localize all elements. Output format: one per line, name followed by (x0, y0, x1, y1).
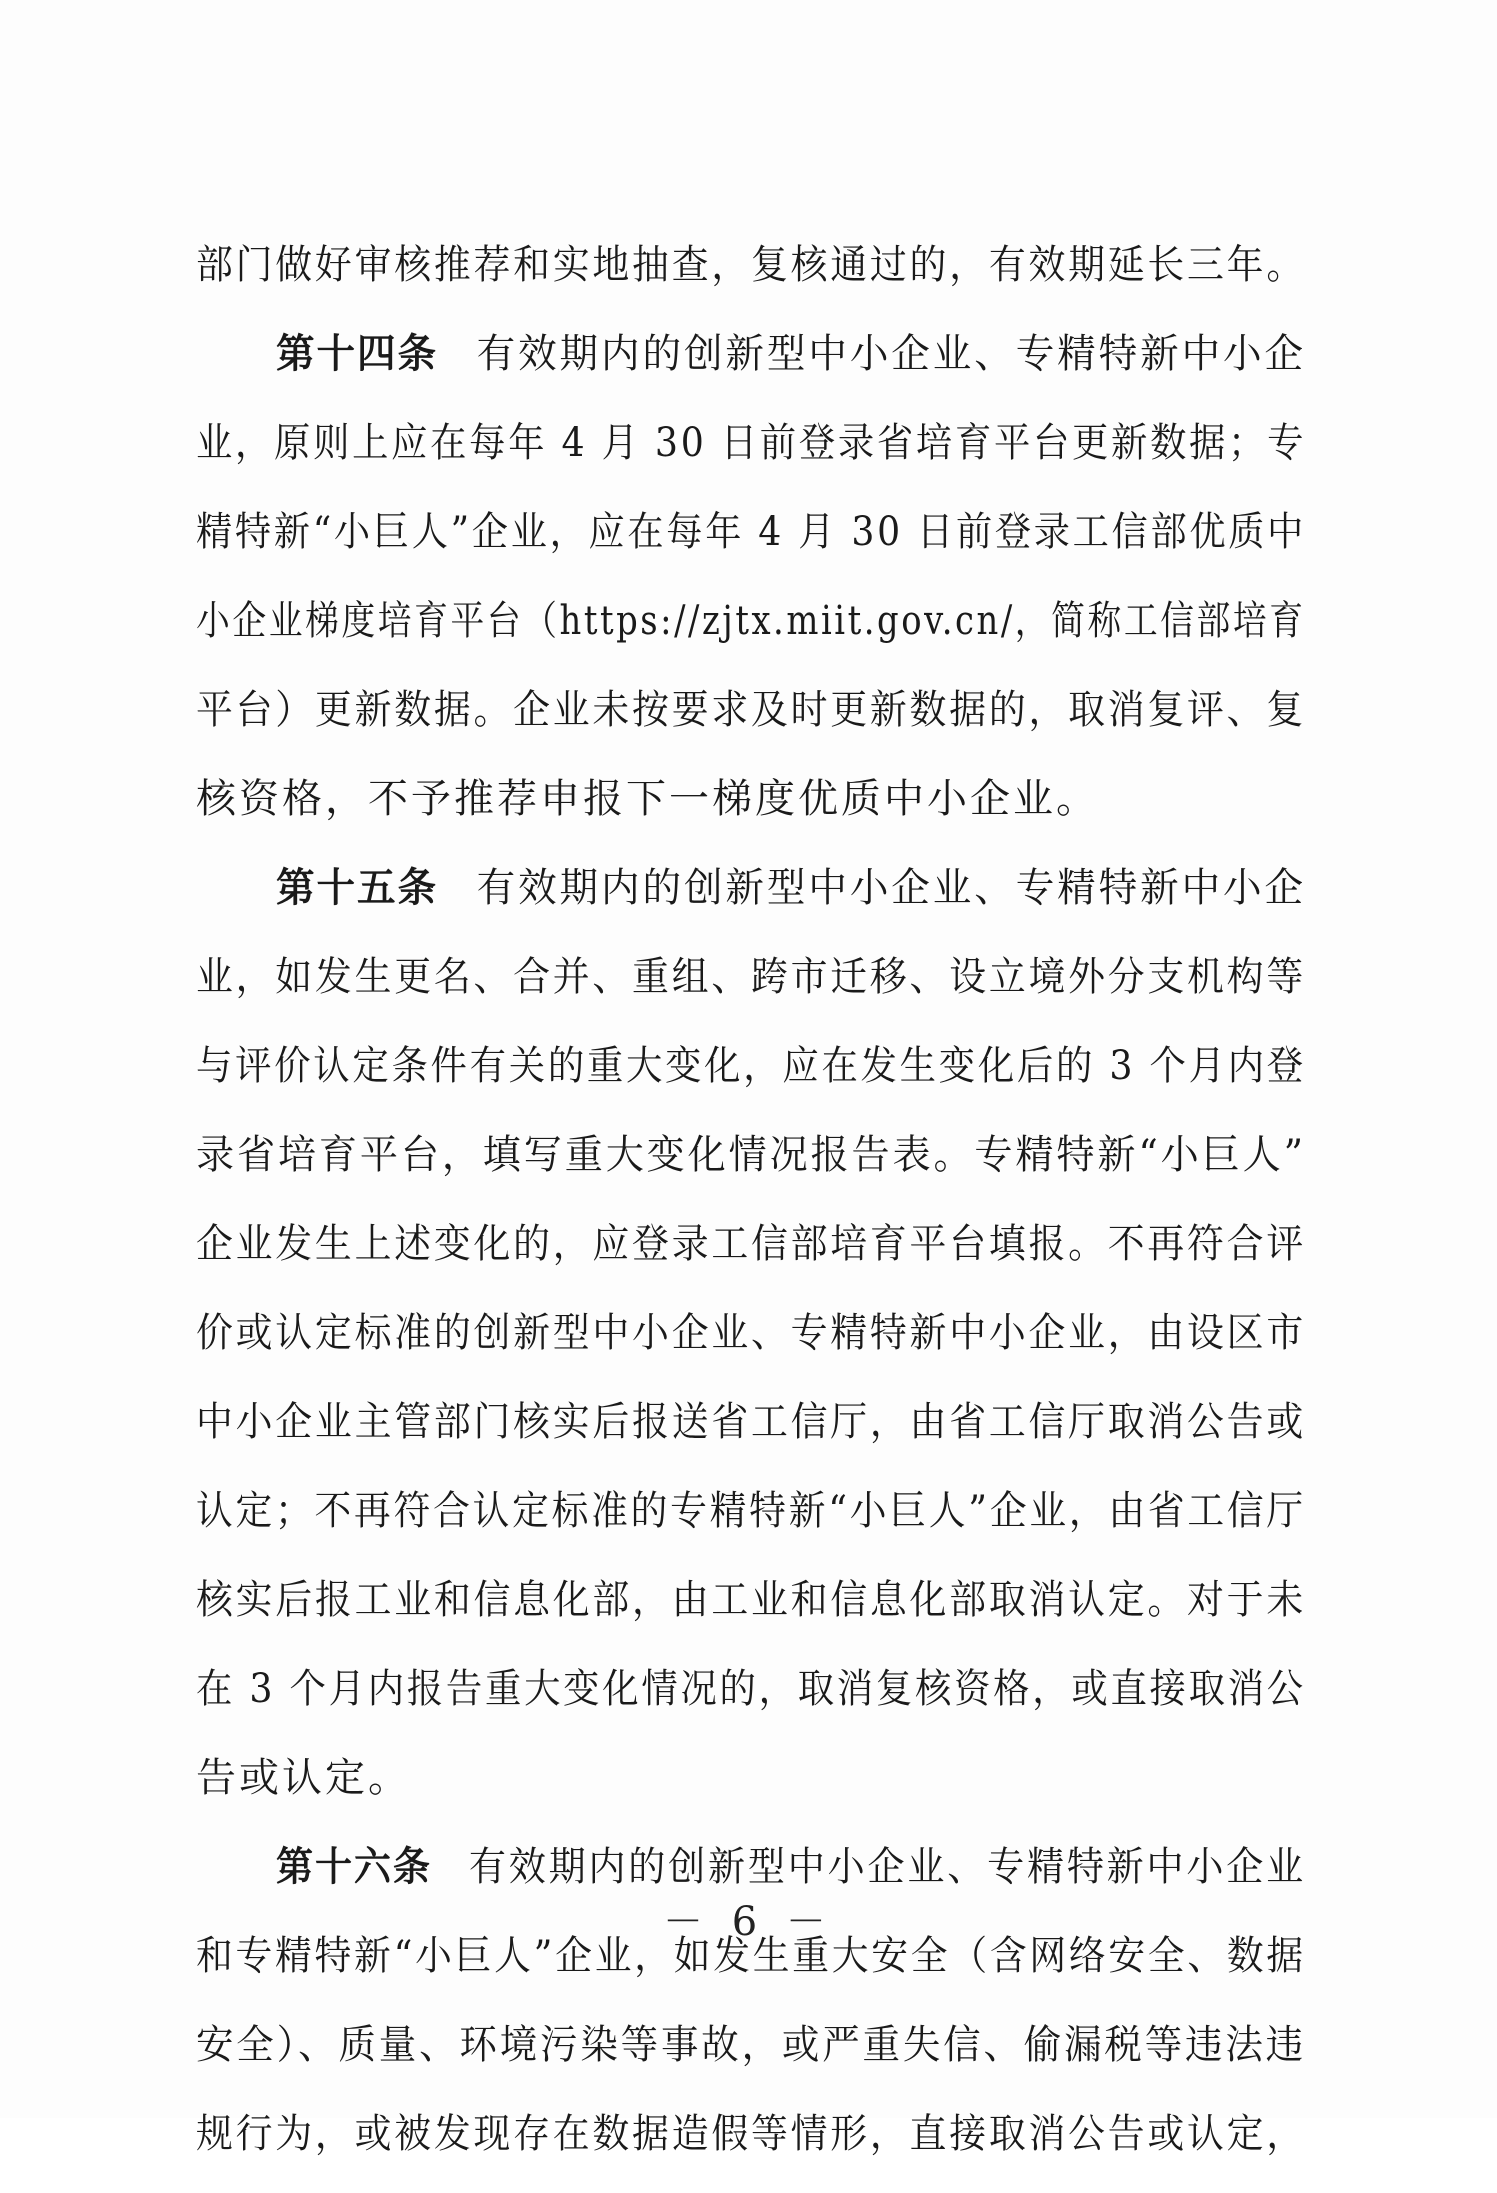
text-line-content: 平台）更新数据。企业未按要求及时更新数据的，取消复评、复 (196, 687, 1306, 733)
text-line-content: 业，原则上应在每年 4 月 30 日前登录省培育平台更新数据；专 (196, 420, 1307, 466)
text-line (196, 947, 1306, 1036)
article-16-text: 有效期内的创新型中小企业、专精特新中小企业 (468, 1844, 1307, 1890)
text-line (196, 1748, 1306, 1837)
text-line (196, 1214, 1306, 1303)
text-line (196, 1392, 1306, 1481)
article-15-first-line (196, 858, 1306, 947)
text-line-content: 核实后报工业和信息化部，由工业和信息化部取消认定。对于未 (196, 1577, 1306, 1623)
text-line-content: 规行为，或被发现存在数据造假等情形，直接取消公告或认定， (196, 2111, 1306, 2157)
text-line-content: 企业发生上述变化的，应登录工信部培育平台填报。不再符合评 (196, 1221, 1306, 1267)
text-line (196, 1125, 1306, 1214)
text-line (196, 591, 1306, 680)
text-line-content: 和专精特新“小巨人”企业，如发生重大安全（含网络安全、数据 (196, 1933, 1306, 1979)
text-line (196, 2104, 1306, 2193)
text-line (196, 2015, 1306, 2104)
text-line-content: 安全）、质量、环境污染等事故，或严重失信、偷漏税等违法违 (196, 2022, 1306, 2068)
text-line-content: 业，如发生更名、合并、重组、跨市迁移、设立境外分支机构等 (196, 954, 1306, 1000)
text-line-content: 价或认定标准的创新型中小企业、专精特新中小企业，由设区市 (196, 1310, 1306, 1356)
text-line (196, 769, 1306, 858)
text-line (196, 1659, 1306, 1748)
text-line-content: 告或认定。 (196, 1755, 411, 1801)
text-line-content: 核资格，不予推荐申报下一梯度优质中小企业。 (196, 776, 1099, 822)
text-line-content: 小企业梯度培育平台（https://zjtx.miit.gov.cn/，简称工信部培育 (196, 598, 1306, 644)
article-14-text: 有效期内的创新型中小企业、专精特新中小企 (476, 331, 1306, 377)
text-line (196, 680, 1306, 769)
text-line (196, 1481, 1306, 1570)
article-14-heading: 第十四条 (276, 331, 439, 377)
text-line (196, 502, 1306, 591)
text-line (196, 235, 1306, 324)
text-line-content: 部门做好审核推荐和实地抽查，复核通过的，有效期延长三年。 (196, 242, 1306, 288)
text-line (196, 1036, 1306, 1125)
text-line-content: 在 3 个月内报告重大变化情况的，取消复核资格，或直接取消公 (196, 1666, 1306, 1712)
text-line-content: 中小企业主管部门核实后报送省工信厅，由省工信厅取消公告或 (196, 1399, 1306, 1445)
text-line-content: 认定；不再符合认定标准的专精特新“小巨人”企业，由省工信厅 (196, 1488, 1306, 1534)
text-line-content: 精特新“小巨人”企业，应在每年 4 月 30 日前登录工信部优质中 (196, 509, 1307, 555)
article-15-heading: 第十五条 (276, 865, 439, 911)
article-16-heading: 第十六条 (276, 1844, 432, 1890)
text-line-content: 录省培育平台，填写重大变化情况报告表。专精特新“小巨人” (196, 1132, 1306, 1178)
article-15-text: 有效期内的创新型中小企业、专精特新中小企 (476, 865, 1306, 911)
text-line (196, 413, 1306, 502)
text-line (196, 1570, 1306, 1659)
text-line (196, 1303, 1306, 1392)
article-14-first-line (196, 324, 1306, 413)
text-line-content: 与评价认定条件有关的重大变化，应在发生变化后的 3 个月内登 (196, 1043, 1306, 1089)
page-number: － 6 － (663, 1899, 834, 1945)
